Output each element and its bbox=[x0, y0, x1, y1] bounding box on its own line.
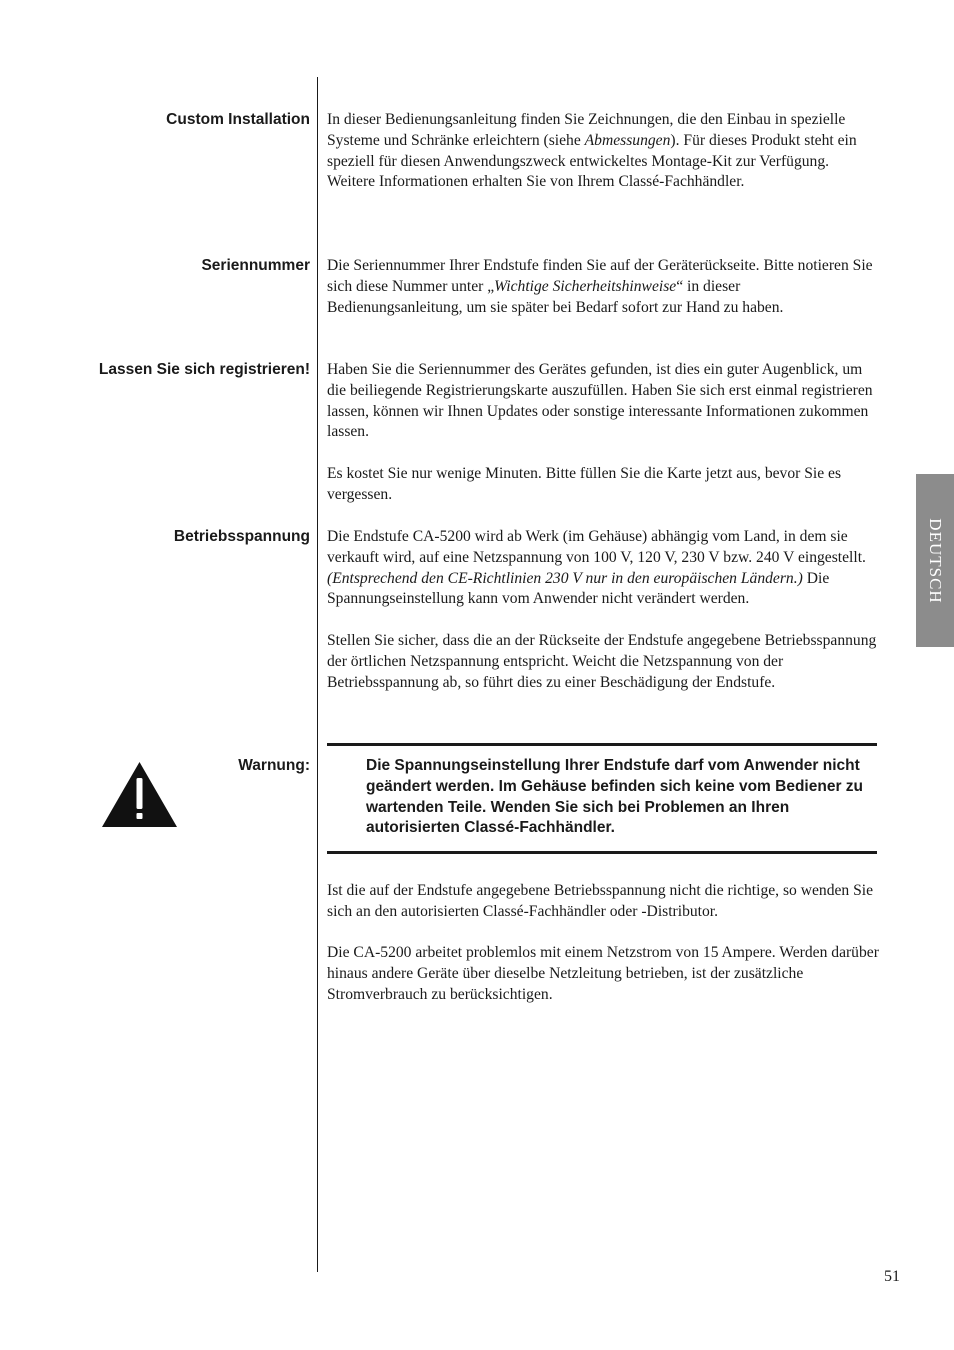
section-betriebsspannung bbox=[327, 527, 879, 693]
warning-text: Die Spannungseinstellung Ihrer Endstufe darf vom Anwender nicht geändert werden. Im Gehäuse befinden sich keine vom Bediener zu wartenden Teile. Wenden Sie sich bei Problemen an Ihren autorisierten Classé-Fachhändler. bbox=[366, 757, 863, 837]
section-custom-installation bbox=[327, 110, 879, 193]
section-seriennummer bbox=[327, 256, 879, 318]
paragraph: In dieser Bedienungsanleitung finden Sie Zeichnungen, die den Einbau in spezielle Systeme und Schränke erleichtern (siehe Abmessungen). Für dieses Produkt steht ein speziell für diesen Anwendungszweck entwickeltes Montage-Kit zur Verfügung. Weitere Informationen erhalten Sie von Ihrem Classé-Fachhändler. bbox=[327, 111, 857, 191]
warning-rule-bottom bbox=[327, 851, 877, 854]
language-tab-label: DEUTSCH bbox=[926, 517, 945, 604]
paragraph: Stellen Sie sicher, dass die an der Rückseite der Endstufe angegebene Betriebsspannung der örtlichen Netzspannung entspricht. Weicht die Netzspannung von der Betriebsspannung ab, so führt dies zu einer Beschädigung der Endstufe. bbox=[327, 631, 877, 691]
heading-warnung: Warnung: bbox=[238, 757, 310, 774]
warning-triangle-icon bbox=[101, 760, 178, 828]
heading-seriennummer: Seriennummer bbox=[201, 257, 310, 274]
paragraph: Haben Sie die Seriennummer des Gerätes gefunden, ist dies ein guter Augenblick, um die beiliegende Registrierungskarte auszufüllen. Haben Sie sich erst einmal registrieren lassen, können wir Ihnen Updates oder sonstige interessante Informationen zukommen lassen. bbox=[327, 361, 873, 441]
language-tab bbox=[916, 474, 954, 647]
heading-betriebsspannung: Betriebsspannung bbox=[173, 528, 310, 545]
paragraph: Die Seriennummer Ihrer Endstufe finden Sie auf der Geräterückseite. Bitte notieren Sie sich diese Nummer unter „Wichtige Sicherheitshinweise“ in dieser Bedienungsanleitung, um sie später bei Bedarf sofort zur Hand zu haben. bbox=[327, 257, 873, 316]
page-number: 51 bbox=[884, 1268, 900, 1285]
paragraph: Die Endstufe CA-5200 wird ab Werk (im Gehäuse) abhängig vom Land, in dem sie verkauft wird, auf eine Netzspannung von 100 V, 120 V, 230 V bzw. 240 V eingestellt. (Entsprechend den CE-Richtlinien 230 V nur in den europäischen Ländern.) Die Spannungseinstellung kann vom Anwender nicht verändert werden. bbox=[327, 528, 866, 608]
heading-custom-installation: Custom Installation bbox=[166, 111, 310, 128]
paragraph: Ist die auf der Endstufe angegebene Betriebsspannung nicht die richtige, so wenden Sie sich an den autorisierten Classé-Fachhändler oder -Distributor. bbox=[327, 882, 874, 920]
section-registrieren bbox=[327, 360, 879, 506]
paragraph: Die CA-5200 arbeitet problemlos mit einem Netzstrom von 15 Ampere. Werden darüber hinaus andere Geräte über dieselbe Netzleitung betrieben, ist der zusätzliche Stromverbrauch zu berücksichtigen. bbox=[327, 944, 879, 1003]
column-divider bbox=[317, 77, 318, 1272]
warning-rule-top bbox=[327, 743, 877, 746]
paragraph: Es kostet Sie nur wenige Minuten. Bitte füllen Sie die Karte jetzt aus, bevor Sie es vergessen. bbox=[327, 464, 842, 503]
section-warnung-followup bbox=[327, 881, 879, 1006]
heading-registrieren: Lassen Sie sich registrieren! bbox=[98, 361, 310, 378]
